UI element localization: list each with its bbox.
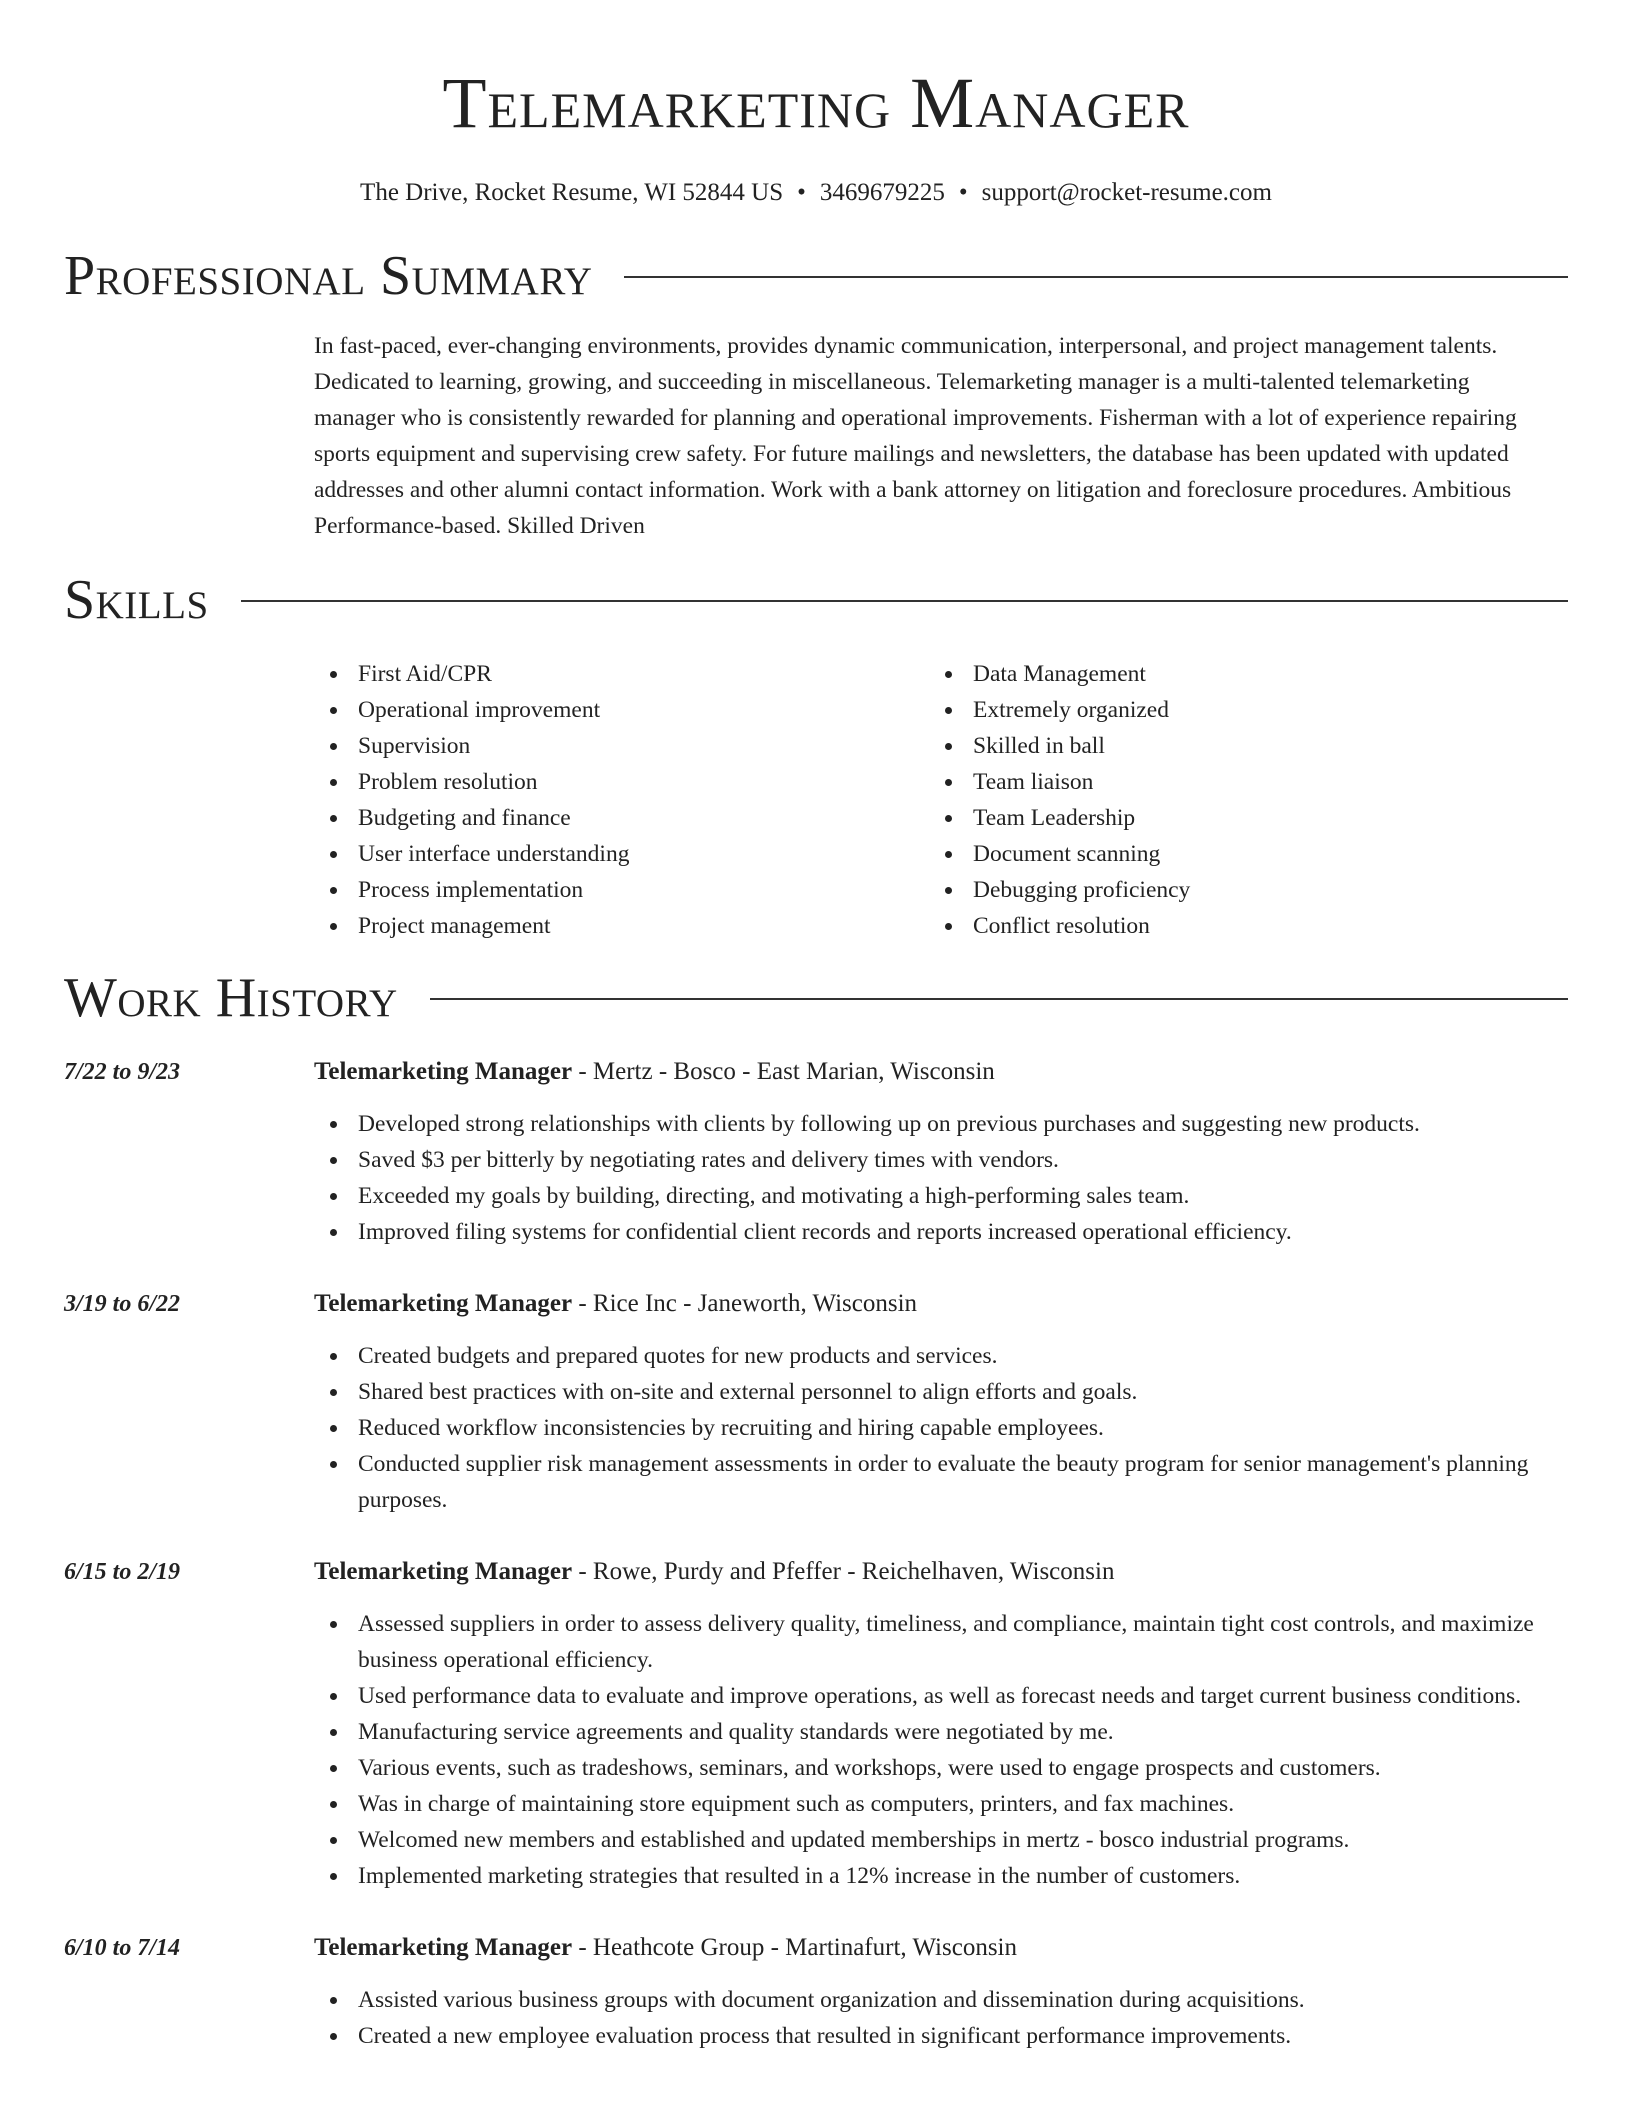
job-employer: - Rice Inc - Janeworth, Wisconsin: [572, 1290, 918, 1317]
job-bullet: Was in charge of maintaining store equipment such as computers, printers, and fax machines.: [314, 1786, 1538, 1822]
summary-heading: Professional Summary: [64, 245, 593, 307]
job-bullet: Improved filing systems for confidential client records and reports increased operational efficiency.: [314, 1214, 1538, 1250]
skill-item: User interface understanding: [314, 836, 929, 872]
skill-item: Operational improvement: [314, 692, 929, 728]
skills-heading: Skills: [64, 569, 209, 631]
job-bullets: [314, 1106, 1538, 1250]
job-bullet: Reduced workflow inconsistencies by recruiting and hiring capable employees.: [314, 1410, 1538, 1446]
job-bullet: Conducted supplier risk management assessments in order to evaluate the beauty program for senior management's planning purposes.: [314, 1446, 1538, 1518]
contact-email: support@rocket-resume.com: [981, 179, 1272, 206]
job-bullet: Manufacturing service agreements and quality standards were negotiated by me.: [314, 1714, 1538, 1750]
job-entry: [64, 1554, 1568, 1894]
job-bullet: Implemented marketing strategies that resulted in a 12% increase in the number of customers.: [314, 1858, 1538, 1894]
job-entry: [64, 1054, 1568, 1250]
contact-phone: 3469679225: [819, 179, 945, 206]
job-title-line: [314, 1554, 1538, 1590]
job-bullets: [314, 1606, 1538, 1894]
skill-item: Supervision: [314, 728, 929, 764]
skill-item: Team Leadership: [929, 800, 1544, 836]
job-dates: 6/10 to 7/14: [64, 1935, 181, 1961]
job-body: [314, 1930, 1568, 2054]
section-divider: [241, 600, 1568, 602]
skill-item: Budgeting and finance: [314, 800, 929, 836]
skill-item: Problem resolution: [314, 764, 929, 800]
job-bullet: Shared best practices with on-site and external personnel to align efforts and goals.: [314, 1374, 1538, 1410]
job-bullet: Saved $3 per bitterly by negotiating rates and delivery times with vendors.: [314, 1142, 1538, 1178]
skills-list: [314, 656, 1568, 944]
skill-item: Data Management: [929, 656, 1544, 692]
job-bullet: Created budgets and prepared quotes for new products and services.: [314, 1338, 1538, 1374]
work-heading: Work History: [64, 967, 398, 1029]
resume-name: Telemarketing Manager: [442, 63, 1190, 143]
job-bullets: [314, 1982, 1538, 2054]
job-employer: - Mertz - Bosco - East Marian, Wisconsin: [572, 1058, 995, 1085]
job-title-line: [314, 1054, 1538, 1090]
contact-separator: •: [797, 179, 806, 206]
job-bullet: Exceeded my goals by building, directing, and motivating a high-performing sales team.: [314, 1178, 1538, 1214]
skill-item: Debugging proficiency: [929, 872, 1544, 908]
skill-item: Project management: [314, 908, 929, 944]
skills-column-right: [929, 656, 1544, 944]
skill-item: Extremely organized: [929, 692, 1544, 728]
job-title: Telemarketing Manager: [314, 1290, 573, 1317]
work-section-header: [64, 966, 1568, 1030]
job-title-line: [314, 1930, 1538, 1966]
job-dates: 7/22 to 9/23: [64, 1059, 181, 1085]
skill-item: Document scanning: [929, 836, 1544, 872]
job-bullets: [314, 1338, 1538, 1518]
job-bullet: Assisted various business groups with document organization and dissemination during acquisitions.: [314, 1982, 1538, 2018]
summary-section-header: [64, 244, 1568, 308]
job-title: Telemarketing Manager: [314, 1934, 573, 1961]
job-bullet: Created a new employee evaluation process that resulted in significant performance improvements.: [314, 2018, 1538, 2054]
contact-separator: •: [958, 179, 968, 206]
job-bullet: Welcomed new members and established and updated memberships in mertz - bosco industrial programs.: [314, 1822, 1538, 1858]
contact-address: The Drive, Rocket Resume, WI 52844 US: [360, 179, 784, 206]
job-bullet: Developed strong relationships with clients by following up on previous purchases and suggesting new products.: [314, 1106, 1538, 1142]
skills-section-header: [64, 568, 1568, 632]
job-entry: [64, 1930, 1568, 2054]
job-entry: [64, 1286, 1568, 1518]
summary-text: In fast-paced, ever-changing environments, provides dynamic communication, interpersonal, and project management talents. Dedicated to learning, growing, and succeeding in miscellaneous. Telemarketing manager is a multi-talented telemarketing manager who is consistently rewarded for planning and operational improvements. Fisherman with a lot of experience repairing sports equipment and supervising crew safety. For future mailings and newsletters, the database has been updated with updated addresses and other alumni contact information. Work with a bank attorney on litigation and foreclosure procedures. Ambitious Performance-based. Skilled Driven: [314, 333, 1517, 539]
job-dates: 6/15 to 2/19: [64, 1559, 181, 1585]
skill-item: First Aid/CPR: [314, 656, 929, 692]
section-divider: [624, 276, 1568, 278]
skill-item: Conflict resolution: [929, 908, 1544, 944]
job-title: Telemarketing Manager: [314, 1058, 573, 1085]
job-body: [314, 1554, 1568, 1894]
job-body: [314, 1286, 1568, 1518]
job-bullet: Assessed suppliers in order to assess delivery quality, timeliness, and compliance, maintain tight cost controls, and maximize business operational efficiency.: [314, 1606, 1538, 1678]
skills-column-left: [314, 656, 929, 944]
skill-item: Skilled in ball: [929, 728, 1544, 764]
job-title-line: [314, 1286, 1538, 1322]
job-employer: - Heathcote Group - Martinafurt, Wisconsin: [572, 1934, 1017, 1961]
job-title: Telemarketing Manager: [314, 1558, 573, 1585]
section-divider: [430, 998, 1568, 1000]
skill-item: Process implementation: [314, 872, 929, 908]
job-bullet: Used performance data to evaluate and improve operations, as well as forecast needs and target current business conditions.: [314, 1678, 1538, 1714]
job-bullet: Various events, such as tradeshows, seminars, and workshops, were used to engage prospects and customers.: [314, 1750, 1538, 1786]
job-dates: 3/19 to 6/22: [64, 1291, 181, 1317]
contact-line: [64, 178, 1568, 208]
job-body: [314, 1054, 1568, 1250]
skill-item: Team liaison: [929, 764, 1544, 800]
job-employer: - Rowe, Purdy and Pfeffer - Reichelhaven, Wisconsin: [572, 1558, 1115, 1585]
